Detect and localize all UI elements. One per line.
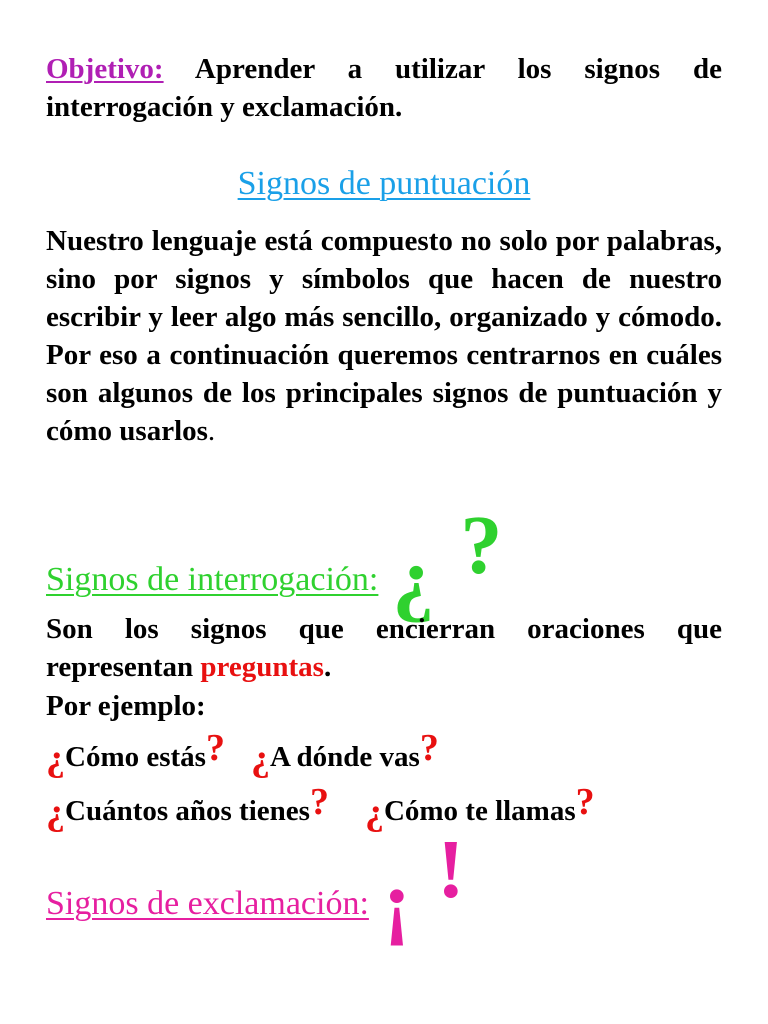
example-item xyxy=(46,727,225,779)
example-row xyxy=(46,727,439,779)
definition-before: Son los signos que encierran oraciones que representan xyxy=(46,613,722,683)
inverted-question-mark-icon: ¿ xyxy=(46,791,65,833)
example-row xyxy=(46,781,595,833)
question-mark-icon: ? xyxy=(460,499,503,592)
exclamacion-title: Signos de exclamación: xyxy=(46,885,369,922)
definition-after: . xyxy=(323,651,332,683)
puntuacion-title-text: Signos de puntuación xyxy=(237,165,531,202)
exclamacion-heading xyxy=(46,823,465,948)
question-mark-icon: ? xyxy=(309,781,329,823)
example-item xyxy=(364,781,595,833)
puntuacion-title xyxy=(46,160,722,208)
objective-paragraph xyxy=(46,50,722,126)
example-item xyxy=(250,727,439,779)
example-text: Cuántos años tienes xyxy=(65,795,310,827)
definition-highlight: preguntas xyxy=(200,651,324,683)
example-text: A dónde vas xyxy=(269,741,420,773)
example-item xyxy=(46,781,329,833)
puntuacion-paragraph-main: Nuestro lenguaje está compuesto no solo por palabras, sino por signos y símbolos que hacen de nuestro escribir y leer algo más sencillo, organizado y cómodo. Por eso a continuación queremos centrarnos en cuáles son algunos de los principales signos de puntuación y cómo usarlos xyxy=(46,225,722,447)
objective-text: Aprender a utilizar los signos de interrogación y exclamación. xyxy=(46,53,722,123)
interrogacion-heading xyxy=(46,499,503,624)
objective-label: Objetivo: xyxy=(46,53,164,85)
question-mark-icon: ? xyxy=(419,727,439,769)
inverted-exclamation-mark-icon: ¡ xyxy=(382,855,411,948)
inverted-question-mark-icon: ¿ xyxy=(392,531,435,624)
interrogacion-definition xyxy=(46,610,722,686)
example-text: Cómo estás xyxy=(65,741,206,773)
example-text: Cómo te llamas xyxy=(383,795,576,827)
question-mark-icon: ? xyxy=(205,727,225,769)
inverted-question-mark-icon: ¿ xyxy=(364,791,384,833)
exclamation-mark-icon: ! xyxy=(436,823,465,916)
puntuacion-paragraph xyxy=(46,222,722,450)
inverted-question-mark-icon: ¿ xyxy=(46,737,65,779)
inverted-question-mark-icon: ¿ xyxy=(250,737,270,779)
interrogacion-title: Signos de interrogación: xyxy=(46,561,379,598)
question-mark-icon: ? xyxy=(575,781,595,823)
example-label: Por ejemplo: xyxy=(46,690,206,722)
puntuacion-paragraph-end: . xyxy=(207,415,216,447)
